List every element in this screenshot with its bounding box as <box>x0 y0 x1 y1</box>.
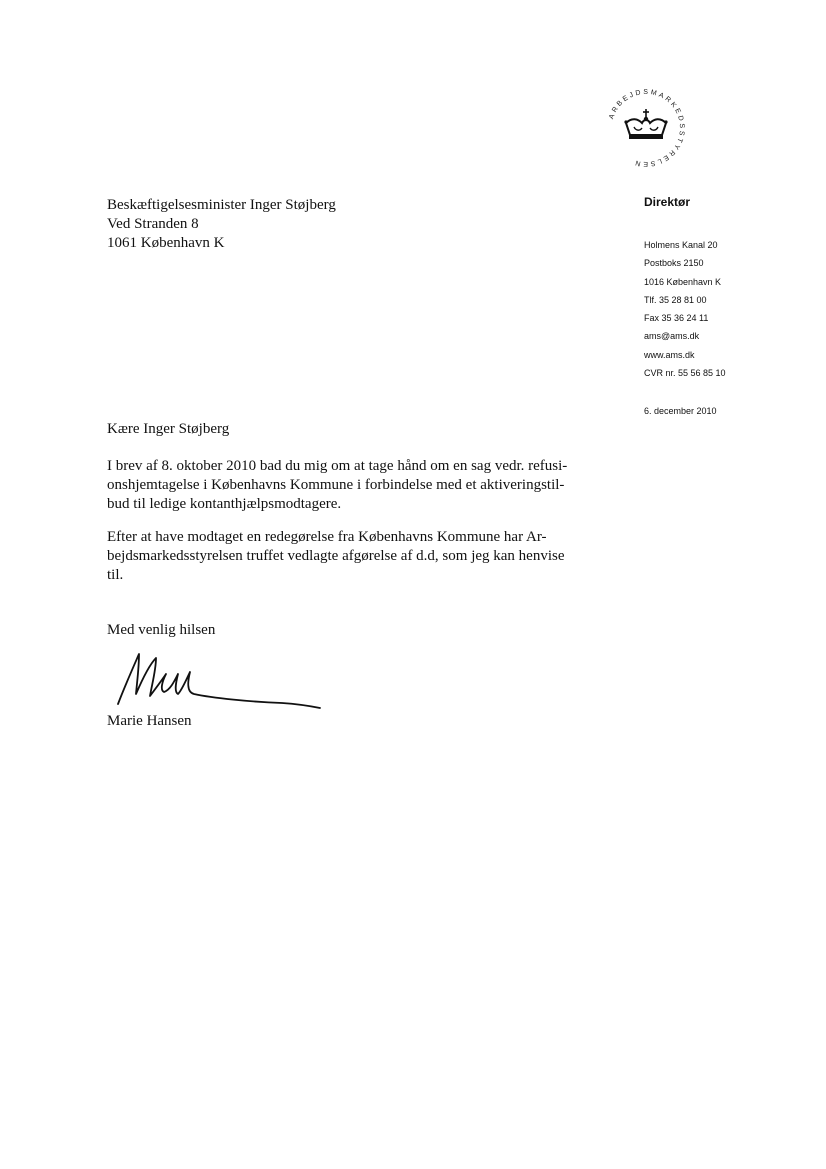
body-line: onshjemtagelse i Københavns Kommune i forbindelse med et aktiveringstil- <box>107 477 565 493</box>
body-line: Efter at have modtaget en redegørelse fra Københavns Kommune har Ar- <box>107 529 547 545</box>
recipient-address <box>107 196 336 253</box>
salutation: Kære Inger Støjberg <box>107 421 230 437</box>
sender-postal-city: 1016 København K <box>644 276 722 287</box>
body-line: til. <box>107 567 124 583</box>
sender-cvr: CVR nr. 55 56 85 10 <box>644 368 726 379</box>
sender-website: www.ams.dk <box>644 349 695 360</box>
recipient-street: Ved Stranden 8 <box>107 216 199 232</box>
handwritten-signature <box>112 648 327 716</box>
body-paragraph-2 <box>107 528 607 585</box>
recipient-postal-city: 1061 København K <box>107 235 225 251</box>
seal-ring-text: ARBEJDSMARKEDSSTYRELSEN <box>608 88 686 168</box>
sender-address <box>644 236 726 382</box>
closing-phrase: Med venlig hilsen <box>107 622 216 638</box>
recipient-name: Beskæftigelsesminister Inger Støjberg <box>107 197 336 213</box>
sender-street: Holmens Kanal 20 <box>644 240 718 250</box>
sender-title: Direktør <box>644 195 691 209</box>
signer-name: Marie Hansen <box>107 713 192 729</box>
sender-email: ams@ams.dk <box>644 331 700 342</box>
sender-fax: Fax 35 36 24 11 <box>644 313 709 324</box>
body-line: I brev af 8. oktober 2010 bad du mig om at tage hånd om en sag vedr. refusi- <box>107 458 568 474</box>
sender-postbox: Postboks 2150 <box>644 258 704 269</box>
letter-date: 6. december 2010 <box>644 406 717 416</box>
body-paragraph-1 <box>107 457 607 514</box>
body-line: bejdsmarkedsstyrelsen truffet vedlagte afgørelse af d.d, som jeg kan henvise <box>107 548 565 564</box>
agency-seal-logo <box>600 82 692 174</box>
sender-phone: Tlf. 35 28 81 00 <box>644 294 707 305</box>
body-line: bud til ledige kontanthjælpsmodtagere. <box>107 496 342 512</box>
crown-icon <box>624 109 667 139</box>
